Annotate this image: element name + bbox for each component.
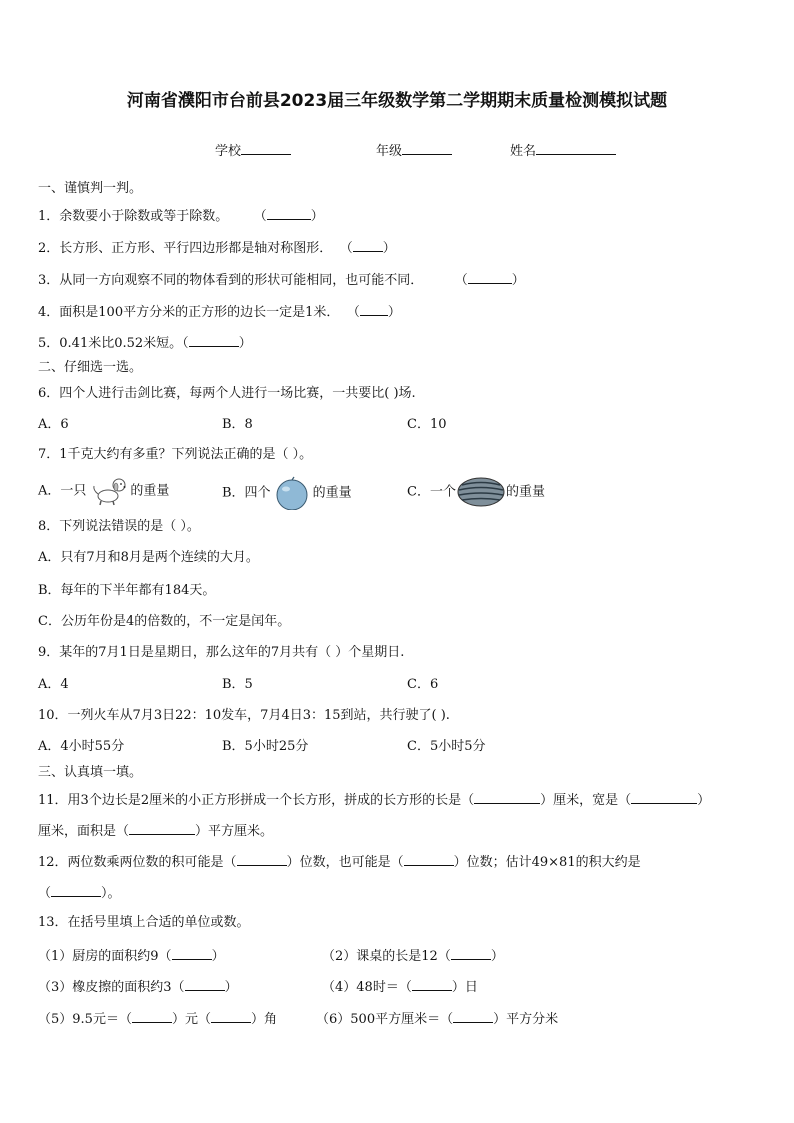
- option-9a[interactable]: A．4: [38, 677, 69, 692]
- answer-blank[interactable]: [185, 978, 225, 991]
- answer-blank[interactable]: [51, 884, 101, 897]
- name-field[interactable]: [510, 140, 616, 159]
- answer-blank[interactable]: [237, 853, 287, 866]
- question-12: 12．两位数乘两位数的积可能是（ ）位数，也可能是（ ）位数；估计49×81的积大约是: [38, 855, 641, 870]
- option-8a[interactable]: A．只有7月和8月是两个连续的大月。: [38, 550, 259, 565]
- question-9: 9．某年的7月1日是星期日，那么这年的7月共有（ ）个星期日.: [38, 645, 405, 660]
- answer-blank[interactable]: [129, 822, 195, 835]
- answer-blank[interactable]: [132, 1010, 172, 1023]
- answer-blank[interactable]: [468, 271, 512, 284]
- question-13-5: （5）9.5元＝（ ）元（ ）角: [38, 1012, 278, 1027]
- answer-blank[interactable]: [474, 791, 540, 804]
- question-4: 4．面积是100平方分米的正方形的边长一定是1米． （ ）: [38, 305, 401, 320]
- answer-blank[interactable]: [211, 1010, 251, 1023]
- option-8c[interactable]: C．公历年份是4的倍数的，不一定是闰年。: [38, 614, 291, 629]
- school-field[interactable]: [215, 140, 291, 159]
- question-13-2: （2）课桌的长是12（ ）: [322, 949, 504, 964]
- question-13-3: （3）橡皮擦的面积约3（ ）: [38, 980, 238, 995]
- question-13-6: （6）500平方厘米＝（ ）平方分米: [316, 1012, 559, 1027]
- school-label: 学校: [215, 144, 242, 159]
- question-11-cont: 厘米，面积是（ ）平方厘米。: [38, 824, 274, 839]
- answer-blank[interactable]: [631, 791, 697, 804]
- question-11: 11．用3个边长是2厘米的小正方形拼成一个长方形，拼成的长方形的长是（ ）厘米，宽是（ ）: [38, 793, 711, 808]
- section-2-heading: 二、仔细选一选。: [38, 360, 143, 375]
- apple-icon: [271, 476, 313, 510]
- answer-blank[interactable]: [172, 947, 212, 960]
- page-title: 河南省濮阳市台前县2023届三年级数学第二学期期末质量检测模拟试题: [126, 91, 668, 111]
- option-6b[interactable]: B．8: [222, 417, 253, 432]
- question-7: 7．1千克大约有多重？下列说法正确的是（ ）。: [38, 447, 313, 462]
- question-1: 1．余数要小于除数或等于除数。 （ ）: [38, 209, 324, 224]
- answer-blank[interactable]: [453, 1010, 493, 1023]
- grade-label: 年级: [376, 144, 403, 159]
- answer-blank[interactable]: [360, 303, 388, 316]
- question-6: 6．四个人进行击剑比赛，每两个人进行一场比赛，一共要比( )场.: [38, 386, 416, 401]
- section-3-heading: 三、认真填一填。: [38, 765, 143, 780]
- question-13-4: （4）48时＝（ ）日: [322, 980, 478, 995]
- name-label: 姓名: [510, 144, 537, 159]
- puppy-icon: [86, 476, 130, 506]
- question-12-cont: （ ）。: [38, 886, 121, 901]
- section-1-heading: 一、谨慎判一判。: [38, 181, 143, 196]
- option-6a[interactable]: A．6: [38, 417, 69, 432]
- grade-field[interactable]: [376, 140, 452, 159]
- answer-blank[interactable]: [404, 853, 454, 866]
- option-8b[interactable]: B．每年的下半年都有184天。: [38, 583, 216, 598]
- name-blank[interactable]: [536, 141, 616, 155]
- question-5: 5．0.41米比0.52米短。（ ）: [38, 336, 252, 351]
- watermelon-icon: [456, 476, 506, 508]
- option-7b[interactable]: B．四个 的重量: [222, 476, 352, 510]
- question-2: 2．长方形、正方形、平行四边形都是轴对称图形． （ ）: [38, 241, 396, 256]
- question-10: 10．一列火车从7月3日22：10发车，7月4日3：15到站，共行驶了( ).: [38, 708, 450, 723]
- option-10b[interactable]: B．5小时25分: [222, 739, 309, 754]
- answer-blank[interactable]: [267, 207, 311, 220]
- option-9b[interactable]: B．5: [222, 677, 253, 692]
- answer-blank[interactable]: [353, 239, 383, 252]
- school-blank[interactable]: [241, 141, 291, 155]
- answer-blank[interactable]: [189, 334, 239, 347]
- answer-blank[interactable]: [451, 947, 491, 960]
- option-6c[interactable]: C．10: [407, 417, 447, 432]
- question-13: 13．在括号里填上合适的单位或数。: [38, 915, 250, 930]
- grade-blank[interactable]: [402, 141, 452, 155]
- question-13-1: （1）厨房的面积约9（ ）: [38, 949, 225, 964]
- question-8: 8．下列说法错误的是（ ）。: [38, 519, 200, 534]
- question-3: 3．从同一方向观察不同的物体看到的形状可能相同，也可能不同． （ ）: [38, 273, 525, 288]
- option-9c[interactable]: C．6: [407, 677, 439, 692]
- option-7a[interactable]: A．一只 的重量: [38, 476, 169, 507]
- answer-blank[interactable]: [412, 978, 452, 991]
- option-10a[interactable]: A．4小时55分: [38, 739, 125, 754]
- option-7c[interactable]: C．一个 的重量: [407, 476, 545, 508]
- option-10c[interactable]: C．5小时5分: [407, 739, 486, 754]
